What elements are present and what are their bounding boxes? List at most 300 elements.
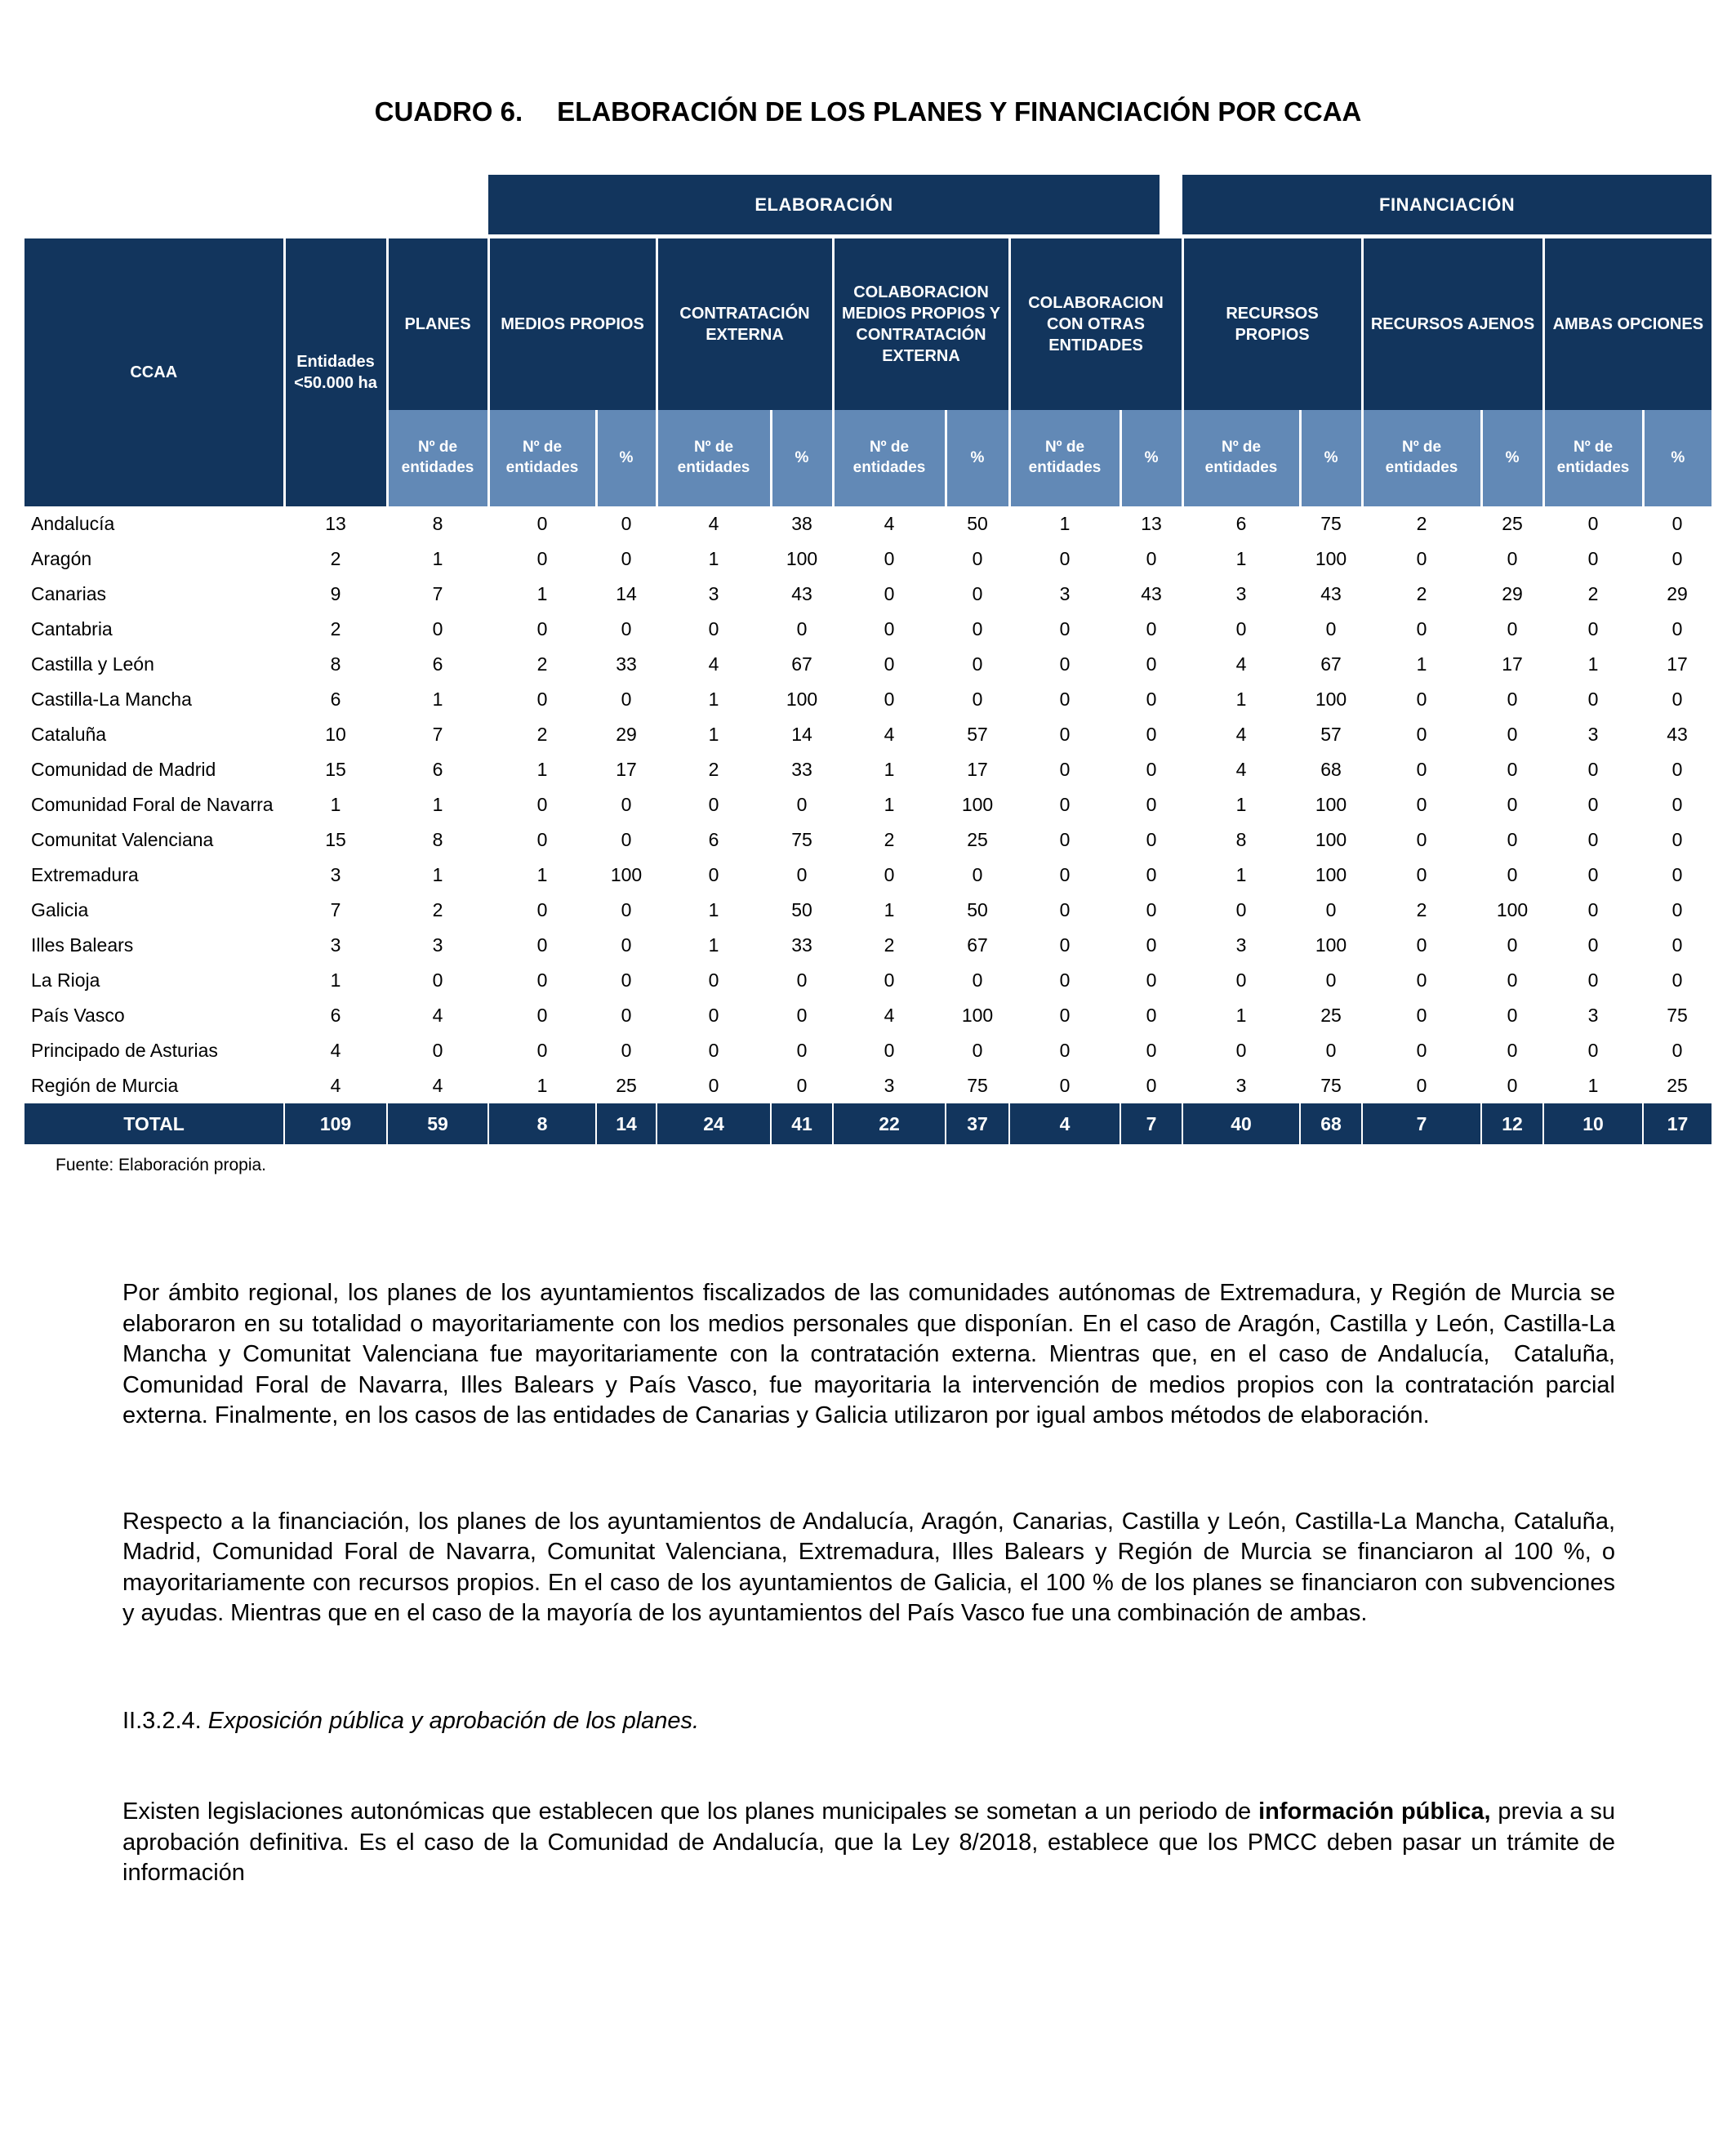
cell-value: 0 xyxy=(1120,752,1182,787)
subheader-n-entidades: Nº de entidades xyxy=(1009,410,1120,506)
cell-value: 0 xyxy=(1120,822,1182,858)
cell-value: 0 xyxy=(771,787,833,822)
ccaa-name: País Vasco xyxy=(24,998,284,1033)
cell-value: 1 xyxy=(1182,998,1300,1033)
cell-value: 0 xyxy=(1481,822,1543,858)
cell-value: 0 xyxy=(1120,928,1182,963)
cell-value: 1 xyxy=(1182,787,1300,822)
cell-value: 0 xyxy=(1481,682,1543,717)
cell-value: 0 xyxy=(1120,998,1182,1033)
cell-value: 0 xyxy=(1543,541,1643,577)
cell-value: 43 xyxy=(1300,577,1362,612)
paragraph-exposicion-start: Existen legislaciones autonómicas que establecen que los planes municipales se sometan a un periodo de xyxy=(122,1798,1259,1825)
cell-value: 0 xyxy=(1643,787,1712,822)
cell-value: 1 xyxy=(1182,858,1300,893)
cell-value: 17 xyxy=(946,752,1009,787)
band-elaboracion: ELABORACIÓN xyxy=(488,175,1160,234)
cell-value: 0 xyxy=(1009,752,1120,787)
cell-value: 100 xyxy=(1300,858,1362,893)
header-ambas-opciones: AMBAS OPCIONES xyxy=(1543,238,1712,410)
cell-value: 1 xyxy=(488,577,596,612)
total-value: 40 xyxy=(1182,1103,1300,1144)
band-header-row xyxy=(24,175,1712,238)
cell-value: 100 xyxy=(771,682,833,717)
cell-value: 0 xyxy=(488,541,596,577)
cell-value: 0 xyxy=(1643,893,1712,928)
cell-value: 1 xyxy=(488,752,596,787)
subheader-percent: % xyxy=(946,410,1009,506)
cell-value: 0 xyxy=(1009,787,1120,822)
total-value: 8 xyxy=(488,1103,596,1144)
cell-value: 3 xyxy=(1009,577,1120,612)
ccaa-name: Canarias xyxy=(24,577,284,612)
cell-value: 100 xyxy=(1300,928,1362,963)
cell-value: 0 xyxy=(1362,963,1481,998)
cell-value: 0 xyxy=(1643,928,1712,963)
cell-value: 25 xyxy=(1481,506,1543,541)
cell-value: 0 xyxy=(1182,893,1300,928)
cell-value: 1 xyxy=(1543,1068,1643,1103)
cell-value: 0 xyxy=(1182,612,1300,647)
cell-value: 17 xyxy=(1643,647,1712,682)
cell-value: 0 xyxy=(833,541,946,577)
header-recursos-propios: RECURSOS PROPIOS xyxy=(1182,238,1362,410)
cell-value: 2 xyxy=(1543,577,1643,612)
cell-value: 0 xyxy=(657,963,771,998)
ccaa-name: La Rioja xyxy=(24,963,284,998)
table-row xyxy=(24,752,1712,787)
ccaa-name: Cataluña xyxy=(24,717,284,752)
cell-value: 0 xyxy=(488,963,596,998)
table-body xyxy=(24,506,1712,1103)
total-value: 14 xyxy=(596,1103,657,1144)
cell-value: 100 xyxy=(771,541,833,577)
total-value: 41 xyxy=(771,1103,833,1144)
cell-value: 0 xyxy=(1300,1033,1362,1068)
cell-value: 0 xyxy=(387,612,488,647)
table-row xyxy=(24,822,1712,858)
table-row xyxy=(24,998,1712,1033)
cell-value: 0 xyxy=(1120,647,1182,682)
cell-value: 67 xyxy=(771,647,833,682)
cell-value: 3 xyxy=(284,928,387,963)
cell-value: 0 xyxy=(1481,928,1543,963)
cell-value: 0 xyxy=(1120,682,1182,717)
cell-value: 0 xyxy=(1120,893,1182,928)
cell-value: 1 xyxy=(1182,682,1300,717)
table-row xyxy=(24,1033,1712,1068)
cell-value: 0 xyxy=(771,1068,833,1103)
cell-value: 75 xyxy=(946,1068,1009,1103)
cell-value: 0 xyxy=(1643,822,1712,858)
cell-value: 0 xyxy=(771,612,833,647)
ccaa-name: Andalucía xyxy=(24,506,284,541)
cell-value: 4 xyxy=(284,1033,387,1068)
cell-value: 3 xyxy=(1182,577,1300,612)
cell-value: 0 xyxy=(488,612,596,647)
subheader-n-entidades: Nº de entidades xyxy=(1182,410,1300,506)
cell-value: 0 xyxy=(387,1033,488,1068)
cell-value: 0 xyxy=(833,963,946,998)
cell-value: 0 xyxy=(1009,893,1120,928)
cell-value: 6 xyxy=(1182,506,1300,541)
cell-value: 1 xyxy=(657,928,771,963)
cell-value: 2 xyxy=(387,893,488,928)
cell-value: 1 xyxy=(1362,647,1481,682)
cell-value: 6 xyxy=(284,682,387,717)
cell-value: 0 xyxy=(1481,998,1543,1033)
cell-value: 0 xyxy=(946,577,1009,612)
cell-value: 0 xyxy=(488,682,596,717)
cell-value: 1 xyxy=(387,541,488,577)
table-row xyxy=(24,928,1712,963)
cell-value: 0 xyxy=(657,612,771,647)
total-value: 4 xyxy=(1009,1103,1120,1144)
table-row xyxy=(24,858,1712,893)
cell-value: 4 xyxy=(657,647,771,682)
cell-value: 33 xyxy=(771,752,833,787)
ccaa-name: Extremadura xyxy=(24,858,284,893)
cell-value: 0 xyxy=(1362,858,1481,893)
cell-value: 2 xyxy=(284,541,387,577)
cell-value: 14 xyxy=(596,577,657,612)
cell-value: 0 xyxy=(771,998,833,1033)
cell-value: 0 xyxy=(1643,612,1712,647)
cell-value: 67 xyxy=(1300,647,1362,682)
cell-value: 1 xyxy=(387,682,488,717)
subheader-percent: % xyxy=(1643,410,1712,506)
cell-value: 3 xyxy=(1182,1068,1300,1103)
cell-value: 4 xyxy=(387,998,488,1033)
cell-value: 6 xyxy=(387,647,488,682)
cell-value: 0 xyxy=(833,682,946,717)
cell-value: 8 xyxy=(387,506,488,541)
header-colaboracion-mp-ce: COLABORACION MEDIOS PROPIOS Y CONTRATACIÓN EXTERNA xyxy=(833,238,1009,410)
cell-value: 1 xyxy=(387,787,488,822)
cell-value: 1 xyxy=(657,682,771,717)
paragraph-elaboracion: Por ámbito regional, los planes de los ayuntamientos fiscalizados de las comunidades autónomas de Extremadura, y Región de Murcia se elaboraron en su totalidad o mayoritariamente con los medios personales que disponían. En el caso de Aragón, Castilla y León, Castilla-La Mancha y Comunitat Valenciana fue mayoritariamente con la contratación externa. Mientras que, en el caso de Andalucía, Cataluña, Comunidad Foral de Navarra, Illes Balears y País Vasco, fue mayoritaria la intervención de medios propios con la contratación parcial externa. Finalmente, en los casos de las entidades de Canarias y Galicia utilizaron por igual ambos métodos de elaboración. xyxy=(122,1280,1615,1428)
cell-value: 3 xyxy=(657,577,771,612)
cell-value: 3 xyxy=(1182,928,1300,963)
total-value: 12 xyxy=(1481,1103,1543,1144)
cell-value: 2 xyxy=(657,752,771,787)
paragraph-financiacion: Respecto a la financiación, los planes de los ayuntamientos de Andalucía, Aragón, Canarias, Castilla y León, Castilla-La Mancha, Cataluña, Madrid, Comunidad Foral de Navarra, Comunitat Valenciana, Extremadura, Illes Balears y Región de Murcia se financiaron al 100 %, o mayoritariamente con recursos propios. En el caso de los ayuntamientos de Galicia, el 100 % de los planes se financiaron con subvenciones y ayudas. Mientras que en el caso de la mayoría de los ayuntamientos del País Vasco fue una combinación de ambas. xyxy=(122,1508,1615,1626)
cell-value: 8 xyxy=(1182,822,1300,858)
cell-value: 57 xyxy=(1300,717,1362,752)
cell-value: 0 xyxy=(946,541,1009,577)
table-row xyxy=(24,647,1712,682)
ccaa-name: Aragón xyxy=(24,541,284,577)
cell-value: 25 xyxy=(1643,1068,1712,1103)
ccaa-name: Castilla y León xyxy=(24,647,284,682)
cell-value: 0 xyxy=(596,541,657,577)
cell-value: 0 xyxy=(1120,1068,1182,1103)
total-value: 10 xyxy=(1543,1103,1643,1144)
total-value: 37 xyxy=(946,1103,1009,1144)
cell-value: 0 xyxy=(1643,752,1712,787)
cell-value: 7 xyxy=(387,577,488,612)
cell-value: 2 xyxy=(488,717,596,752)
cell-value: 100 xyxy=(946,998,1009,1033)
cell-value: 0 xyxy=(488,822,596,858)
data-table-container xyxy=(24,175,1712,1175)
table-row xyxy=(24,893,1712,928)
cell-value: 15 xyxy=(284,822,387,858)
cell-value: 0 xyxy=(1120,717,1182,752)
subheader-n-entidades: Nº de entidades xyxy=(657,410,771,506)
cell-value: 29 xyxy=(1643,577,1712,612)
cell-value: 0 xyxy=(1543,1033,1643,1068)
header-colaboracion-otras: COLABORACION CON OTRAS ENTIDADES xyxy=(1009,238,1182,410)
header-ccaa: CCAA xyxy=(24,238,284,506)
header-planes: PLANES xyxy=(387,238,488,410)
cell-value: 4 xyxy=(284,1068,387,1103)
cell-value: 0 xyxy=(596,612,657,647)
source-note: Fuente: Elaboración propia. xyxy=(56,1156,266,1174)
cell-value: 0 xyxy=(833,647,946,682)
cell-value: 2 xyxy=(488,647,596,682)
cell-value: 0 xyxy=(1543,822,1643,858)
cell-value: 4 xyxy=(833,998,946,1033)
cell-value: 43 xyxy=(771,577,833,612)
cell-value: 0 xyxy=(657,787,771,822)
cell-value: 0 xyxy=(1643,1033,1712,1068)
cell-value: 25 xyxy=(946,822,1009,858)
cell-value: 0 xyxy=(1120,541,1182,577)
cell-value: 4 xyxy=(833,506,946,541)
cell-value: 0 xyxy=(596,822,657,858)
cell-value: 75 xyxy=(1300,1068,1362,1103)
cell-value: 0 xyxy=(596,963,657,998)
cell-value: 0 xyxy=(1120,787,1182,822)
cell-value: 0 xyxy=(657,858,771,893)
cell-value: 57 xyxy=(946,717,1009,752)
header-medios-propios: MEDIOS PROPIOS xyxy=(488,238,657,410)
paragraph-exposicion-end: previa a su aprobación definitiva. Es el caso de la Comunidad de Andalucía, que la Ley 8/2018, establece que los PMCC deben pasar un trámite de información xyxy=(122,1798,1615,1886)
cell-value: 0 xyxy=(1543,928,1643,963)
cell-value: 0 xyxy=(946,963,1009,998)
cell-value: 2 xyxy=(1362,506,1481,541)
cell-value: 0 xyxy=(946,612,1009,647)
cell-value: 14 xyxy=(771,717,833,752)
cell-value: 15 xyxy=(284,752,387,787)
cell-value: 25 xyxy=(1300,998,1362,1033)
ccaa-name: Comunidad Foral de Navarra xyxy=(24,787,284,822)
cell-value: 0 xyxy=(1543,893,1643,928)
cell-value: 50 xyxy=(771,893,833,928)
cell-value: 4 xyxy=(1182,752,1300,787)
cell-value: 67 xyxy=(946,928,1009,963)
cell-value: 0 xyxy=(1362,682,1481,717)
cell-value: 100 xyxy=(946,787,1009,822)
cell-value: 0 xyxy=(1362,752,1481,787)
ccaa-name: Castilla-La Mancha xyxy=(24,682,284,717)
cell-value: 1 xyxy=(387,858,488,893)
section-title: Exposición pública y aprobación de los planes. xyxy=(201,1707,700,1734)
band-financiacion-cell xyxy=(1182,175,1712,238)
ccaa-name: Comunitat Valenciana xyxy=(24,822,284,858)
cell-value: 75 xyxy=(1300,506,1362,541)
cell-value: 75 xyxy=(1643,998,1712,1033)
cell-value: 0 xyxy=(387,963,488,998)
subheader-percent: % xyxy=(1300,410,1362,506)
cell-value: 43 xyxy=(1120,577,1182,612)
cell-value: 50 xyxy=(946,506,1009,541)
subheader-percent: % xyxy=(596,410,657,506)
cell-value: 29 xyxy=(1481,577,1543,612)
cell-value: 0 xyxy=(596,893,657,928)
table-row xyxy=(24,717,1712,752)
cell-value: 0 xyxy=(833,858,946,893)
cell-value: 0 xyxy=(1543,963,1643,998)
cell-value: 0 xyxy=(657,1033,771,1068)
cell-value: 0 xyxy=(596,787,657,822)
total-value: 24 xyxy=(657,1103,771,1144)
cell-value: 0 xyxy=(1643,506,1712,541)
cell-value: 0 xyxy=(596,1033,657,1068)
cell-value: 33 xyxy=(596,647,657,682)
cell-value: 13 xyxy=(1120,506,1182,541)
band-financiacion: FINANCIACIÓN xyxy=(1182,175,1712,234)
subheader-percent: % xyxy=(771,410,833,506)
subheader-n-entidades: Nº de entidades xyxy=(1362,410,1481,506)
total-label: TOTAL xyxy=(24,1103,284,1144)
cell-value: 1 xyxy=(1009,506,1120,541)
cell-value: 0 xyxy=(1009,647,1120,682)
cell-value: 0 xyxy=(1009,612,1120,647)
table-row xyxy=(24,963,1712,998)
cell-value: 0 xyxy=(1362,787,1481,822)
cell-value: 0 xyxy=(596,506,657,541)
cell-value: 0 xyxy=(488,1033,596,1068)
cell-value: 1 xyxy=(657,717,771,752)
cell-value: 0 xyxy=(771,858,833,893)
cell-value: 0 xyxy=(1362,1033,1481,1068)
ccaa-name: Galicia xyxy=(24,893,284,928)
cell-value: 2 xyxy=(833,822,946,858)
total-value: 7 xyxy=(1120,1103,1182,1144)
cell-value: 0 xyxy=(1481,612,1543,647)
ccaa-name: Principado de Asturias xyxy=(24,1033,284,1068)
cell-value: 0 xyxy=(1481,752,1543,787)
cell-value: 1 xyxy=(1543,647,1643,682)
cell-value: 0 xyxy=(1182,1033,1300,1068)
cell-value: 0 xyxy=(1481,717,1543,752)
table-number-label: CUADRO 6. xyxy=(374,96,523,127)
cell-value: 0 xyxy=(1300,893,1362,928)
cell-value: 0 xyxy=(771,1033,833,1068)
cell-value: 0 xyxy=(657,1068,771,1103)
band-elaboracion-cell xyxy=(488,175,1182,238)
ccaa-name: Illes Balears xyxy=(24,928,284,963)
cell-value: 0 xyxy=(596,682,657,717)
cell-value: 0 xyxy=(1362,612,1481,647)
cell-value: 0 xyxy=(1009,541,1120,577)
header-recursos-ajenos: RECURSOS AJENOS xyxy=(1362,238,1543,410)
cell-value: 0 xyxy=(1481,541,1543,577)
cell-value: 38 xyxy=(771,506,833,541)
cell-value: 0 xyxy=(1543,752,1643,787)
cell-value: 8 xyxy=(387,822,488,858)
cell-value: 68 xyxy=(1300,752,1362,787)
cell-value: 7 xyxy=(284,893,387,928)
data-table xyxy=(24,175,1712,1144)
group-header-row xyxy=(24,238,1712,410)
cell-value: 100 xyxy=(596,858,657,893)
subheader-n-entidades: Nº de entidades xyxy=(387,410,488,506)
cell-value: 0 xyxy=(488,998,596,1033)
cell-value: 0 xyxy=(1362,1068,1481,1103)
cell-value: 1 xyxy=(657,541,771,577)
cell-value: 0 xyxy=(1643,963,1712,998)
cell-value: 0 xyxy=(488,787,596,822)
cell-value: 3 xyxy=(284,858,387,893)
cell-value: 0 xyxy=(833,1033,946,1068)
cell-value: 4 xyxy=(657,506,771,541)
cell-value: 0 xyxy=(771,963,833,998)
cell-value: 4 xyxy=(1182,717,1300,752)
cell-value: 0 xyxy=(1182,963,1300,998)
cell-value: 0 xyxy=(488,893,596,928)
cell-value: 0 xyxy=(1009,1068,1120,1103)
cell-value: 0 xyxy=(1481,858,1543,893)
paragraph-exposicion xyxy=(122,1797,1615,1889)
cell-value: 1 xyxy=(833,787,946,822)
total-value: 59 xyxy=(387,1103,488,1144)
cell-value: 0 xyxy=(1009,682,1120,717)
cell-value: 0 xyxy=(1009,1033,1120,1068)
cell-value: 3 xyxy=(1543,717,1643,752)
cell-value: 8 xyxy=(284,647,387,682)
header-entidades: Entidades <50.000 ha xyxy=(284,238,387,506)
cell-value: 0 xyxy=(1543,787,1643,822)
cell-value: 6 xyxy=(284,998,387,1033)
cell-value: 17 xyxy=(1481,647,1543,682)
table-row xyxy=(24,541,1712,577)
total-row xyxy=(24,1103,1712,1144)
cell-value: 0 xyxy=(1643,541,1712,577)
subheader-n-entidades: Nº de entidades xyxy=(488,410,596,506)
cell-value: 0 xyxy=(1362,998,1481,1033)
cell-value: 9 xyxy=(284,577,387,612)
header-contratacion-externa: CONTRATACIÓN EXTERNA xyxy=(657,238,833,410)
cell-value: 0 xyxy=(657,998,771,1033)
page-title xyxy=(49,96,1687,127)
cell-value: 4 xyxy=(1182,647,1300,682)
cell-value: 6 xyxy=(387,752,488,787)
cell-value: 0 xyxy=(833,577,946,612)
cell-value: 1 xyxy=(833,752,946,787)
cell-value: 0 xyxy=(1643,858,1712,893)
cell-value: 2 xyxy=(284,612,387,647)
cell-value: 0 xyxy=(596,998,657,1033)
table-row xyxy=(24,577,1712,612)
table-row xyxy=(24,682,1712,717)
cell-value: 3 xyxy=(833,1068,946,1103)
cell-value: 33 xyxy=(771,928,833,963)
cell-value: 1 xyxy=(1182,541,1300,577)
cell-value: 0 xyxy=(1543,682,1643,717)
ccaa-name: Región de Murcia xyxy=(24,1068,284,1103)
table-row xyxy=(24,1068,1712,1103)
cell-value: 29 xyxy=(596,717,657,752)
table-row xyxy=(24,787,1712,822)
cell-value: 0 xyxy=(1300,612,1362,647)
section-number: II.3.2.4. xyxy=(122,1707,202,1734)
subheader-percent: % xyxy=(1481,410,1543,506)
subheader-n-entidades: Nº de entidades xyxy=(1543,410,1643,506)
paragraph-exposicion-bold: información pública, xyxy=(1258,1798,1491,1825)
